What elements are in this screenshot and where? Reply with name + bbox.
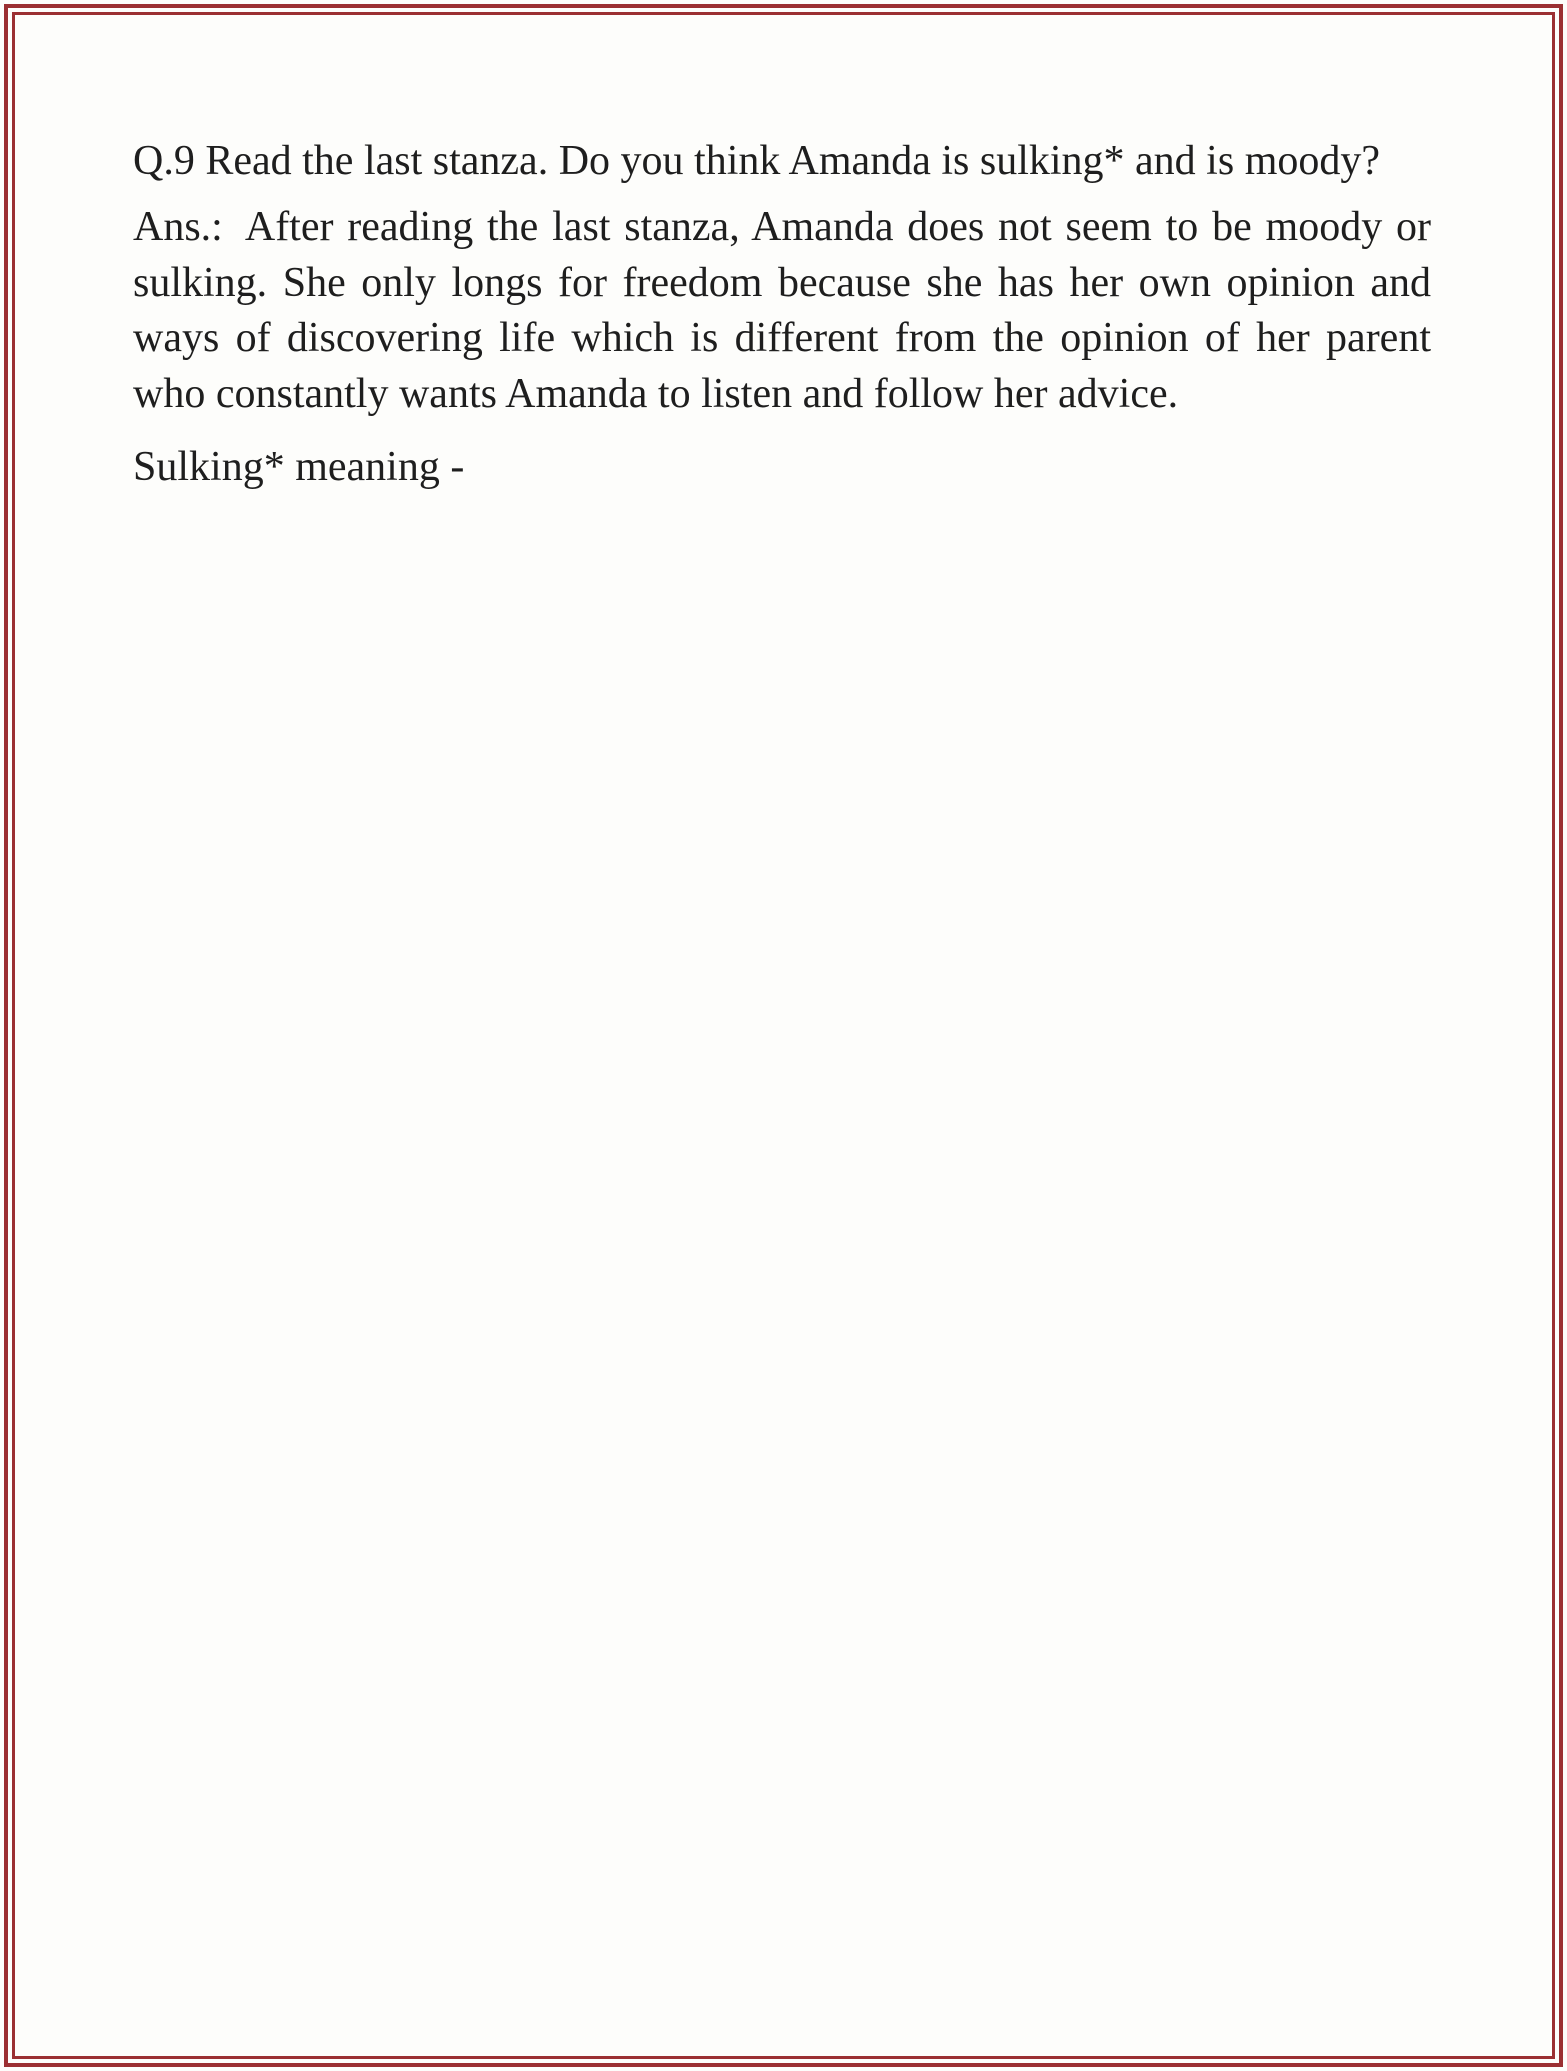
answer-label: Ans.: (133, 204, 223, 250)
question-text: Q.9 Read the last stanza. Do you think Amanda is sulking* and is moody? (133, 138, 1380, 184)
page-content (133, 126, 1431, 502)
answer-text: After reading the last stanza, Amanda does not seem to be moody or sulking. She only longs for freedom because she has her own opinion and ways of discovering life which is different from the opinion of her parent who constantly wants Amanda to listen and follow her advice. (133, 204, 1431, 417)
answer-paragraph (133, 200, 1431, 422)
meaning-text: Sulking* meaning - (133, 444, 465, 490)
